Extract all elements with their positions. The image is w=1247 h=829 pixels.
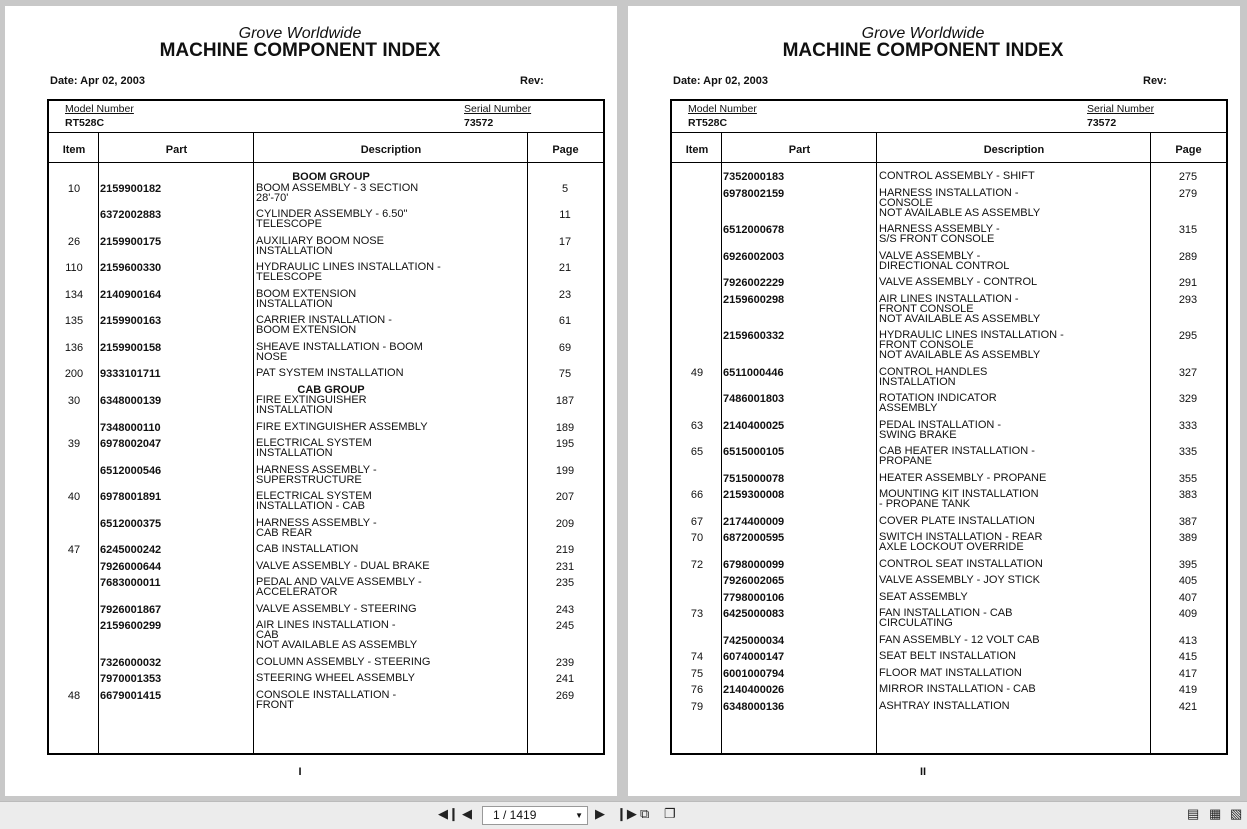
description-line: SWITCH INSTALLATION - REAR	[879, 531, 1043, 543]
item-number: 79	[690, 701, 704, 713]
description-line: FLOOR MAT INSTALLATION	[879, 667, 1022, 679]
page-reference: 409	[1178, 608, 1198, 620]
description-line: CARRIER INSTALLATION -	[256, 314, 392, 326]
date-label: Date: Apr 02, 2003	[673, 75, 768, 87]
page-reference: 17	[558, 236, 572, 248]
part-description	[879, 171, 1149, 181]
page-reference: 209	[555, 518, 575, 530]
part-description	[879, 367, 1149, 387]
page-number: II	[919, 766, 927, 778]
item-number: 49	[690, 367, 704, 379]
divider	[49, 132, 603, 133]
page-reference: 189	[555, 422, 575, 434]
part-number: 9333101711	[100, 368, 161, 380]
part-description	[879, 251, 1149, 271]
description-line: INSTALLATION	[256, 404, 333, 416]
part-number: 2140900164	[100, 289, 162, 301]
part-description	[879, 559, 1149, 569]
page-number: I	[298, 766, 302, 778]
page-reference: 207	[555, 491, 575, 503]
page-reference: 413	[1178, 635, 1198, 647]
part-number: 6512000546	[100, 465, 162, 477]
part-description	[256, 690, 526, 710]
part-description	[256, 395, 526, 415]
description-line: VALVE ASSEMBLY - JOY STICK	[879, 574, 1040, 586]
description-line: TELESCOPE	[256, 218, 323, 230]
serial-number-value: 73572	[1087, 117, 1117, 129]
description-line: NOT AVAILABLE AS ASSEMBLY	[256, 639, 418, 651]
part-description	[256, 657, 526, 667]
page-reference: 61	[558, 315, 572, 327]
part-description	[256, 315, 526, 335]
description-line: INSTALLATION - CAB	[256, 500, 366, 512]
part-description	[256, 561, 526, 571]
page-reference: 275	[1178, 171, 1198, 183]
column-header-part: Part	[788, 144, 811, 156]
part-number: 7486001803	[723, 393, 785, 405]
part-number: 7425000034	[723, 635, 785, 647]
part-description	[256, 604, 526, 614]
model-number-value: RT528C	[65, 117, 105, 129]
item-number: 75	[690, 668, 704, 680]
page-reference: 21	[558, 262, 572, 274]
page-selector[interactable]	[482, 806, 588, 825]
page-title: MACHINE COMPONENT INDEX	[159, 40, 441, 61]
description-line: PROPANE	[879, 455, 932, 467]
item-number: 66	[690, 489, 704, 501]
serial-number-value: 73572	[464, 117, 494, 129]
part-description	[879, 516, 1149, 526]
part-number: 6515000105	[723, 446, 785, 458]
part-number: 7515000078	[723, 473, 785, 485]
part-number: 6512000375	[100, 518, 162, 530]
page-reference: 269	[555, 690, 575, 702]
page-reference: 415	[1178, 651, 1198, 663]
grid-view-icon[interactable]: ▧	[1230, 806, 1243, 821]
item-number: 136	[64, 342, 84, 354]
description-line: CONTROL HANDLES	[879, 366, 988, 378]
description-line: CAB INSTALLATION	[256, 543, 359, 555]
part-description	[879, 294, 1149, 324]
part-number: 7926000644	[100, 561, 162, 573]
model-number-label: Model Number	[688, 103, 757, 115]
item-number: 200	[64, 368, 84, 380]
part-description	[256, 422, 526, 432]
description-line: DIRECTIONAL CONTROL	[879, 260, 1010, 272]
part-number: 2159300008	[723, 489, 785, 501]
part-description	[256, 673, 526, 683]
column-header-item: Item	[62, 144, 86, 156]
column-header-description: Description	[983, 144, 1045, 156]
item-number: 70	[690, 532, 704, 544]
description-line: FAN INSTALLATION - CAB	[879, 607, 1013, 619]
page-reference: 235	[555, 577, 575, 589]
description-line: COLUMN ASSEMBLY - STEERING	[256, 656, 431, 668]
part-description	[879, 575, 1149, 585]
item-number: 134	[64, 289, 84, 301]
rev-label: Rev:	[520, 75, 544, 87]
fit-page-icon[interactable]: ⧉	[640, 806, 650, 821]
description-line: INSTALLATION	[256, 447, 333, 459]
page-reference: 23	[558, 289, 572, 301]
description-line: CYLINDER ASSEMBLY - 6.50"	[256, 208, 408, 220]
description-line: INSTALLATION	[879, 376, 956, 388]
description-line: VALVE ASSEMBLY -	[879, 250, 981, 262]
part-number: 2159900175	[100, 236, 162, 248]
description-line: BOOM ASSEMBLY - 3 SECTION	[256, 182, 419, 194]
part-number: 6679001415	[100, 690, 162, 702]
index-table	[670, 99, 1228, 755]
description-line: ACCELERATOR	[256, 586, 338, 598]
item-number: 73	[690, 608, 704, 620]
page-reference: 289	[1178, 251, 1198, 263]
page-reference: 241	[555, 673, 575, 685]
description-line: CAB	[256, 629, 279, 641]
description-line: S/S FRONT CONSOLE	[879, 233, 995, 245]
serial-number-label: Serial Number	[1087, 103, 1155, 115]
page-reference: 333	[1178, 420, 1198, 432]
description-line: NOT AVAILABLE AS ASSEMBLY	[879, 349, 1041, 361]
page-indicator: 1 / 1419	[493, 808, 537, 822]
part-number: 2174400009	[723, 516, 785, 528]
part-description	[256, 262, 526, 282]
part-number: 6872000595	[723, 532, 785, 544]
description-line: SEAT ASSEMBLY	[879, 591, 968, 603]
description-line: SHEAVE INSTALLATION - BOOM	[256, 341, 423, 353]
part-description	[879, 473, 1149, 483]
page-title: MACHINE COMPONENT INDEX	[782, 40, 1064, 61]
group-heading: BOOM GROUP	[292, 171, 370, 183]
part-number: 2159900182	[100, 183, 162, 195]
description-line: NOT AVAILABLE AS ASSEMBLY	[879, 313, 1041, 325]
description-line: CONTROL SEAT INSTALLATION	[879, 558, 1043, 570]
item-number: 48	[67, 690, 81, 702]
part-number: 7970001353	[100, 673, 162, 685]
description-line: PEDAL INSTALLATION -	[879, 419, 1002, 431]
part-description	[256, 438, 526, 458]
page-reference: 417	[1178, 668, 1198, 680]
part-description	[879, 224, 1149, 244]
part-number: 2159600330	[100, 262, 162, 274]
page-reference: 11	[559, 209, 571, 221]
description-line: HARNESS ASSEMBLY -	[256, 464, 377, 476]
next-page-icon[interactable]: ▶	[595, 806, 605, 821]
description-line: AUXILIARY BOOM NOSE	[256, 235, 384, 247]
part-number: 6926002003	[723, 251, 785, 263]
part-description	[879, 489, 1149, 509]
document-page-right	[628, 6, 1240, 796]
description-line: COVER PLATE INSTALLATION	[879, 515, 1035, 527]
model-number-label: Model Number	[65, 103, 134, 115]
description-line: 28'-70'	[256, 192, 289, 204]
description-line: CONSOLE	[879, 197, 933, 209]
double-view-icon[interactable]: ▦	[1209, 806, 1222, 821]
description-line: HARNESS ASSEMBLY -	[256, 517, 377, 529]
part-description	[256, 620, 526, 650]
description-line: INSTALLATION	[256, 298, 333, 310]
description-line: FIRE EXTINGUISHER	[256, 394, 367, 406]
part-description	[879, 188, 1149, 218]
part-number: 6978001891	[100, 491, 162, 503]
part-number: 2159600299	[100, 620, 162, 632]
part-description	[879, 592, 1149, 602]
part-number: 7926002065	[723, 575, 785, 587]
prev-page-icon[interactable]: ◀	[462, 806, 472, 821]
part-description	[879, 393, 1149, 413]
part-number: 6978002047	[100, 438, 162, 450]
page-reference: 69	[558, 342, 572, 354]
part-number: 6511000446	[723, 367, 784, 379]
page-reference: 387	[1178, 516, 1198, 528]
part-number: 6512000678	[723, 224, 785, 236]
description-line: VALVE ASSEMBLY - CONTROL	[879, 276, 1038, 288]
description-line: CAB HEATER INSTALLATION -	[879, 445, 1035, 457]
part-description	[879, 668, 1149, 678]
description-line: AIR LINES INSTALLATION -	[879, 293, 1019, 305]
part-description	[256, 465, 526, 485]
description-line: SUPERSTRUCTURE	[256, 474, 362, 486]
page-reference: 245	[555, 620, 575, 632]
part-number: 7683000011	[100, 577, 161, 589]
column-header-description: Description	[360, 144, 422, 156]
description-line: FIRE EXTINGUISHER ASSEMBLY	[256, 421, 428, 433]
part-number: 6348000136	[723, 701, 785, 713]
page-reference: 243	[555, 604, 575, 616]
group-heading: CAB GROUP	[297, 384, 365, 396]
part-description	[256, 518, 526, 538]
item-number: 72	[690, 559, 704, 571]
item-number: 74	[690, 651, 704, 663]
last-page-icon[interactable]: ❙▶	[616, 806, 637, 821]
description-line: PAT SYSTEM INSTALLATION	[256, 367, 404, 379]
item-number: 135	[64, 315, 84, 327]
column-header-page: Page	[552, 144, 579, 156]
part-description	[256, 342, 526, 362]
description-line: MOUNTING KIT INSTALLATION	[879, 488, 1039, 500]
part-number: 7352000183	[723, 171, 785, 183]
company-name: Grove Worldwide	[238, 25, 362, 42]
part-description	[879, 635, 1149, 645]
page-reference: 239	[555, 657, 575, 669]
model-number-value: RT528C	[688, 117, 728, 129]
part-description	[879, 420, 1149, 440]
part-number: 6372002883	[100, 209, 162, 221]
part-number: 6798000099	[723, 559, 785, 571]
first-page-icon[interactable]: ◀❙	[438, 806, 459, 821]
part-number: 7926002229	[723, 277, 785, 289]
part-number: 2159600332	[723, 330, 785, 342]
part-description	[256, 209, 526, 229]
item-number: 63	[690, 420, 704, 432]
description-line: VALVE ASSEMBLY - DUAL BRAKE	[256, 560, 430, 572]
part-description	[256, 236, 526, 256]
index-table	[47, 99, 605, 755]
description-line: BOOM EXTENSION	[256, 288, 357, 300]
page-reference: 231	[555, 561, 575, 573]
description-line: ROTATION INDICATOR	[879, 392, 997, 404]
page-dropdown-icon[interactable]: ▼	[575, 811, 583, 820]
part-description	[256, 368, 526, 378]
description-line: NOSE	[256, 351, 288, 363]
description-line: FRONT CONSOLE	[879, 303, 974, 315]
item-number: 110	[65, 262, 83, 274]
part-number: 6074000147	[723, 651, 785, 663]
part-description	[256, 544, 526, 554]
page-reference: 421	[1178, 701, 1198, 713]
description-line: CIRCULATING	[879, 617, 953, 629]
description-line: FRONT CONSOLE	[879, 339, 974, 351]
divider	[49, 162, 603, 163]
description-line: MIRROR INSTALLATION - CAB	[879, 683, 1036, 695]
part-number: 6001000794	[723, 668, 785, 680]
description-line: ELECTRICAL SYSTEM	[256, 490, 372, 502]
description-line: FRONT	[256, 699, 294, 711]
page-reference: 279	[1178, 188, 1198, 200]
description-line: PEDAL AND VALVE ASSEMBLY -	[256, 576, 422, 588]
serial-number-label: Serial Number	[464, 103, 532, 115]
description-line: - PROPANE TANK	[879, 498, 971, 510]
column-divider	[876, 132, 877, 753]
description-line: HARNESS INSTALLATION -	[879, 187, 1019, 199]
part-description	[879, 608, 1149, 628]
page-reference: 219	[555, 544, 575, 556]
part-number: 7798000106	[723, 592, 785, 604]
document-page-left	[5, 6, 617, 796]
divider	[672, 132, 1226, 133]
page-reference: 187	[555, 395, 575, 407]
description-line: AIR LINES INSTALLATION -	[256, 619, 396, 631]
part-number: 7326000032	[100, 657, 162, 669]
description-line: ASSEMBLY	[879, 402, 938, 414]
page-reference: 335	[1178, 446, 1198, 458]
description-line: CAB REAR	[256, 527, 313, 539]
description-line: HYDRAULIC LINES INSTALLATION -	[256, 261, 441, 273]
description-line: ELECTRICAL SYSTEM	[256, 437, 372, 449]
part-number: 2140400025	[723, 420, 785, 432]
page-reference: 195	[555, 438, 575, 450]
page-reference: 315	[1178, 224, 1198, 236]
page-reference: 405	[1178, 575, 1198, 587]
part-description	[879, 277, 1149, 287]
part-description	[879, 330, 1149, 360]
description-line: VALVE ASSEMBLY - STEERING	[256, 603, 417, 615]
column-header-page: Page	[1175, 144, 1202, 156]
description-line: HYDRAULIC LINES INSTALLATION -	[879, 329, 1064, 341]
column-header-part: Part	[165, 144, 188, 156]
description-line: ASHTRAY INSTALLATION	[879, 700, 1010, 712]
page-reference: 75	[558, 368, 572, 380]
description-line: NOT AVAILABLE AS ASSEMBLY	[879, 207, 1041, 219]
page-reference: 395	[1178, 559, 1198, 571]
part-description	[879, 446, 1149, 466]
item-number: 67	[690, 516, 704, 528]
part-number: 2159900158	[100, 342, 162, 354]
part-description	[879, 651, 1149, 661]
page-reference: 329	[1178, 393, 1198, 405]
part-number: 7926001867	[100, 604, 162, 616]
item-number: 30	[67, 395, 81, 407]
page-reference: 199	[555, 465, 575, 477]
page-reference: 295	[1178, 330, 1198, 342]
part-number: 6978002159	[723, 188, 785, 200]
item-number: 76	[690, 684, 704, 696]
part-description	[256, 183, 526, 203]
item-number: 39	[67, 438, 81, 450]
description-line: FAN ASSEMBLY - 12 VOLT CAB	[879, 634, 1040, 646]
part-description	[256, 491, 526, 511]
description-line: STEERING WHEEL ASSEMBLY	[256, 672, 415, 684]
item-number: 47	[67, 544, 81, 556]
column-divider	[253, 132, 254, 753]
description-line: SWING BRAKE	[879, 429, 957, 441]
page-reference: 327	[1178, 367, 1198, 379]
page-reference: 383	[1178, 489, 1198, 501]
column-header-item: Item	[685, 144, 709, 156]
part-number: 6348000139	[100, 395, 162, 407]
date-label: Date: Apr 02, 2003	[50, 75, 145, 87]
part-number: 6425000083	[723, 608, 785, 620]
part-description	[256, 577, 526, 597]
description-line: BOOM EXTENSION	[256, 324, 357, 336]
item-number: 26	[67, 236, 81, 248]
two-page-icon[interactable]: ❐	[664, 806, 676, 821]
item-number: 10	[67, 183, 81, 195]
rev-label: Rev:	[1143, 75, 1167, 87]
description-line: TELESCOPE	[256, 271, 323, 283]
page-reference: 5	[561, 183, 569, 195]
part-number: 2140400026	[723, 684, 785, 696]
part-description	[879, 532, 1149, 552]
item-number: 40	[67, 491, 81, 503]
divider	[672, 162, 1226, 163]
part-number: 2159600298	[723, 294, 785, 306]
item-number: 65	[690, 446, 704, 458]
description-line: INSTALLATION	[256, 245, 333, 257]
page-reference: 291	[1178, 277, 1198, 289]
description-line: SEAT BELT INSTALLATION	[879, 650, 1016, 662]
description-line: HARNESS ASSEMBLY -	[879, 223, 1000, 235]
description-line: CONSOLE INSTALLATION -	[256, 689, 397, 701]
part-description	[879, 701, 1149, 711]
single-view-icon[interactable]: ▤	[1187, 806, 1200, 821]
part-number: 6245000242	[100, 544, 162, 556]
part-number: 7348000110	[100, 422, 161, 434]
description-line: AXLE LOCKOUT OVERRIDE	[879, 541, 1024, 553]
description-line: HEATER ASSEMBLY - PROPANE	[879, 472, 1047, 484]
page-reference: 419	[1178, 684, 1198, 696]
part-description	[879, 684, 1149, 694]
description-line: CONTROL ASSEMBLY - SHIFT	[879, 170, 1035, 182]
viewer-toolbar	[0, 801, 1247, 829]
page-reference: 407	[1178, 592, 1198, 604]
part-description	[256, 289, 526, 309]
page-reference: 389	[1178, 532, 1198, 544]
page-reference: 293	[1178, 294, 1198, 306]
part-number: 2159900163	[100, 315, 162, 327]
page-reference: 355	[1178, 473, 1198, 485]
company-name: Grove Worldwide	[861, 25, 985, 42]
